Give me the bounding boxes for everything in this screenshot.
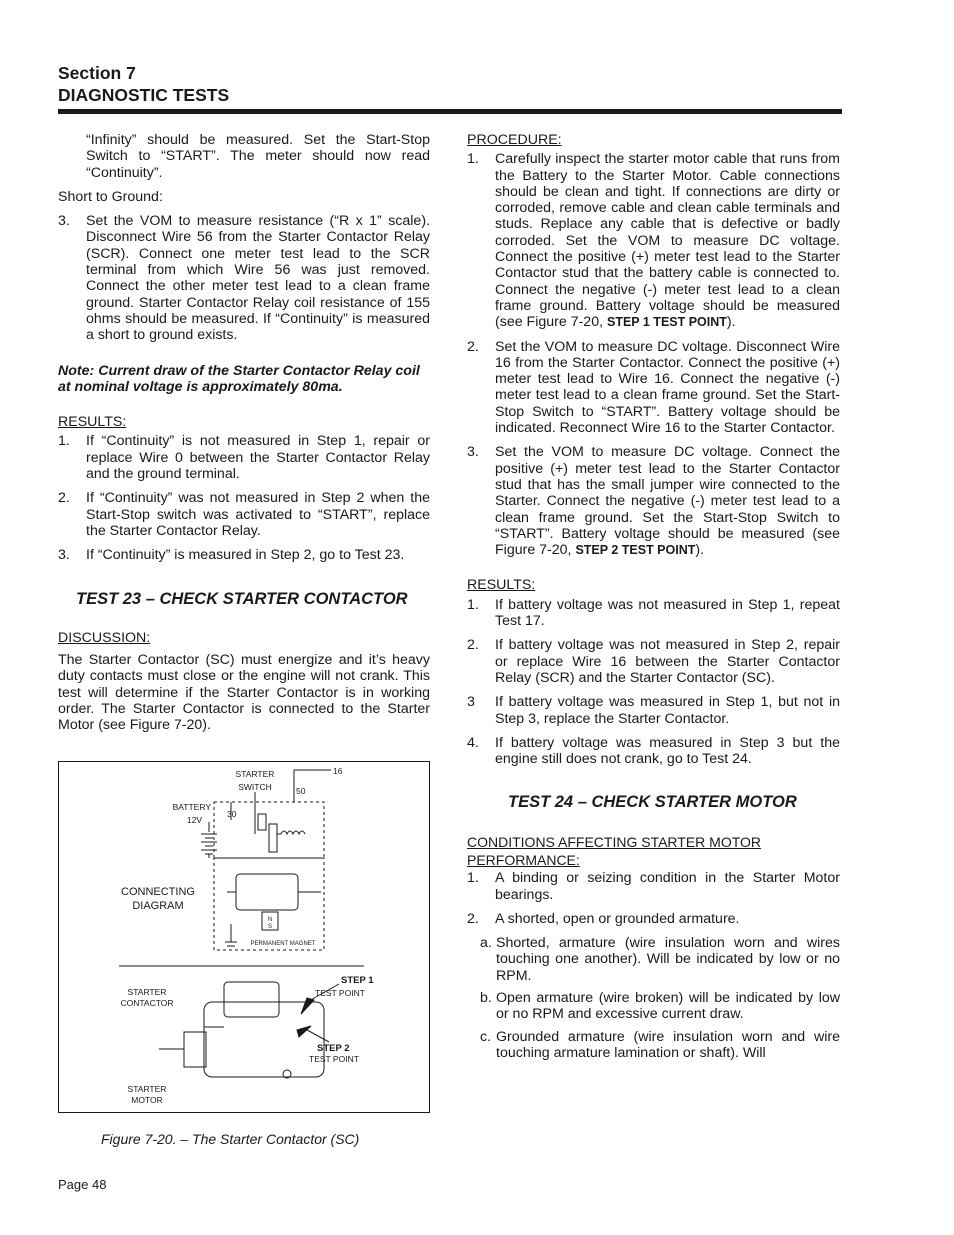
result-r4: 4. If battery voltage was measured in Step 3 but the engine still does not crank, go to Test 24. bbox=[467, 734, 840, 768]
procedure-heading: PROCEDURE: bbox=[467, 132, 562, 148]
procedure-step-2: 2. Set the VOM to measure DC voltage. Disconnect Wire 16 from the Starter Contactor. Connect the positive (+) meter test lead to Wire 16. Connect the negative (-) meter test lead to a clean frame ground. Set the Start-Stop Switch to “START”. Battery voltage should be indicated. Reconnect Wire 16 to the Starter Contactor. bbox=[467, 338, 840, 437]
procedure-step-3: 3. Set the VOM to measure DC voltage. Connect the positive (+) meter test lead to the Starter Contactor stud that has the small jumper wire connected to the Starter. Connect the negative (-) meter test lead to a clean frame ground. Set the Start-Stop Switch to “START”. Battery voltage should be measured (see Figure 7-20, STEP 2 TEST POINT). bbox=[467, 444, 840, 559]
procedure-step-1: 1. Carefully inspect the starter motor cable that runs from the Battery to the Starter Motor. Cable connections should be clean and tight. If connections are dirty or corroded, remove cable and clean cable terminals and studs. Replace any cable that is defective or badly corroded. Set the VOM to measure DC voltage. Connect the positive (+) meter test lead to the Starter Contactor stud that the battery cable is connected to. Connect the negative (-) meter test lead to a clean frame ground. Battery voltage should be measured (see Figure 7-20, STEP 1 TEST POINT). bbox=[467, 151, 840, 331]
result-r3: 3 If battery voltage was measured in Step 1, but not in Step 3, replace the Starter Contactor. bbox=[467, 694, 840, 727]
results-heading-2: RESULTS: bbox=[467, 577, 536, 594]
continued-paragraph: “Infinity” should be measured. Set the Start-Stop Switch to “START”. The meter should now read “Continuity”. bbox=[86, 132, 430, 181]
pole-s-label: S bbox=[267, 924, 273, 930]
wire-30-label: 30 bbox=[227, 809, 237, 819]
battery-label-1: BATTERY bbox=[172, 802, 211, 812]
test-24-title: TEST 24 – CHECK STARTER MOTOR bbox=[508, 793, 797, 812]
short-to-ground-heading: Short to Ground: bbox=[58, 188, 163, 205]
figure-caption: Figure 7-20. – The Starter Contactor (SC) bbox=[101, 1131, 360, 1147]
condition-2c: c. Grounded armature (wire insulation worn and wire touching armature lamination or shaft). Will bbox=[480, 1028, 840, 1061]
pole-n-label: N bbox=[267, 917, 273, 923]
conditions-heading-1: CONDITIONS AFFECTING STARTER MOTOR bbox=[467, 833, 762, 850]
result-3: 3. If “Continuity” is measured in Step 2, go to Test 23. bbox=[58, 547, 405, 564]
right-column bbox=[467, 132, 840, 1061]
header-rule bbox=[58, 109, 842, 114]
condition-2a: a. Shorted, armature (wire insulation worn and wires touching one another). Will be indicated by low or no RPM. bbox=[480, 935, 840, 984]
condition-2: 2. A shorted, open or grounded armature. bbox=[467, 910, 740, 927]
note: Note: Current draw of the Starter Contactor Relay coil at nominal voltage is approximately 80ma. bbox=[58, 362, 420, 395]
step-2-label: STEP 2 bbox=[317, 1043, 350, 1054]
starter-contactor-diagram bbox=[59, 762, 429, 1112]
contactor-label-2: CONTACTOR bbox=[120, 998, 174, 1008]
step-3: 3. Set the VOM to measure resistance (“R x 1” scale). Disconnect Wire 56 from the Starter Contactor Relay (SCR). Connect one meter test lead to the SCR terminal from which Wire 56 was just removed. Connect the other meter test lead to a clean frame ground. Starter Contactor Relay coil resistance of 155 ohms should be measured. If “Continuity” is measured a short to ground exists. bbox=[58, 213, 430, 344]
conditions-heading-2: PERFORMANCE: bbox=[467, 851, 580, 868]
results-heading: RESULTS: bbox=[58, 414, 127, 431]
permanent-magnet-label: PERMANENT MAGNET bbox=[250, 941, 316, 947]
discussion-text: The Starter Contactor (SC) must energize and it’s heavy duty contacts must close or the engine will not crank. This test will determine if the Starter Contactor is in working order. The Starter Contactor is connected to the Starter Motor (see Figure 7-20). bbox=[58, 652, 430, 734]
motor-label-1: STARTER bbox=[127, 1084, 167, 1094]
step-1-test-point: TEST POINT bbox=[315, 988, 365, 998]
result-r1: 1. If battery voltage was not measured in Step 1, repeat Test 17. bbox=[467, 596, 840, 630]
wire-16-label: 16 bbox=[333, 766, 343, 776]
battery-label-2: 12V bbox=[186, 815, 202, 825]
section-title: DIAGNOSTIC TESTS bbox=[58, 85, 230, 105]
step-2-test-point: TEST POINT bbox=[309, 1054, 359, 1064]
wire-50-label: 50 bbox=[296, 786, 306, 796]
section-number: Section 7 bbox=[58, 63, 136, 83]
starter-switch-label-2: SWITCH bbox=[238, 782, 272, 792]
figure-7-20 bbox=[58, 761, 430, 1113]
motor-label-2: MOTOR bbox=[131, 1095, 163, 1105]
contactor-label-1: STARTER bbox=[127, 987, 167, 997]
result-2: 2. If “Continuity” was not measured in Step 2 when the Start-Stop switch was activated to “START”, replace the Starter Contactor Relay. bbox=[58, 490, 430, 539]
step-1-label: STEP 1 bbox=[341, 975, 374, 986]
left-column bbox=[58, 132, 430, 734]
result-r2: 2. If battery voltage was not measured in Step 2, repair or replace Wire 16 between the Starter Contactor Relay (SCR) and the Starter Contactor (SC). bbox=[467, 637, 840, 686]
discussion-heading: DISCUSSION: bbox=[58, 629, 151, 646]
condition-2b: b. Open armature (wire broken) will be indicated by low or no RPM and excessive current draw. bbox=[480, 990, 840, 1023]
section-header bbox=[58, 62, 229, 106]
test-23-title: TEST 23 – CHECK STARTER CONTACTOR bbox=[76, 589, 408, 608]
connecting-label-2: DIAGRAM bbox=[132, 900, 184, 912]
condition-1: 1. A binding or seizing condition in the Starter Motor bearings. bbox=[467, 870, 840, 903]
connecting-label-1: CONNECTING bbox=[121, 886, 195, 898]
result-1: 1. If “Continuity” is not measured in Step 1, repair or replace Wire 0 between the Starter Contactor Relay and the ground terminal. bbox=[58, 433, 430, 483]
starter-switch-label-1: STARTER bbox=[235, 769, 275, 779]
page-number: Page 48 bbox=[58, 1177, 107, 1192]
